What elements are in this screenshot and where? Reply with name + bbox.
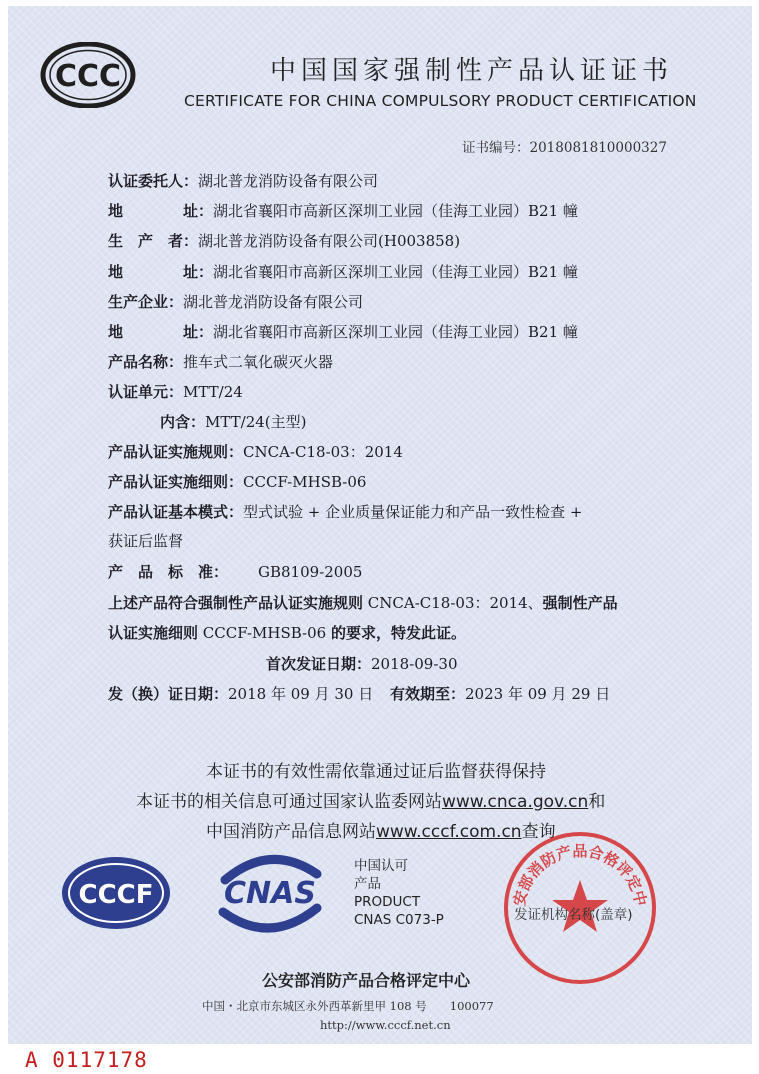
certificate-title-cn: 中国国家强制性产品认证证书 — [270, 56, 674, 86]
factory-label: 生产企业： — [108, 293, 184, 311]
cert-no-value: 2018081810000327 — [529, 140, 667, 156]
detail-row — [108, 471, 366, 492]
certificate-number — [462, 136, 667, 156]
applicant-value: 湖北普龙消防设备有限公司 — [198, 172, 379, 190]
cccf-logo — [60, 855, 172, 935]
seal-label: 发证机构名称(盖章) — [514, 907, 633, 923]
ccc-logo-text: CCC — [54, 59, 122, 94]
applicant-label: 认证委托人： — [108, 172, 199, 190]
contains-row — [160, 411, 307, 432]
mode-label: 产品认证基本模式： — [108, 503, 244, 521]
contains-label: 内含： — [160, 413, 206, 431]
first-issue-row — [266, 653, 458, 674]
address-label-1: 地 址： — [108, 202, 213, 220]
first-issue-value: 2018-09-30 — [371, 655, 458, 673]
unit-label: 认证单元： — [108, 383, 184, 401]
unit-value: MTT/24 — [183, 383, 243, 401]
standard-value: GB8109-2005 — [258, 563, 363, 581]
manufacturer-row — [108, 230, 460, 251]
factory-row — [108, 291, 363, 312]
unit-row — [108, 381, 243, 402]
cnas-logo-text: CNAS — [224, 876, 316, 911]
mode-row-2 — [108, 530, 183, 551]
accreditation-text: 中国认可 产品 PRODUCT CNAS C073-P — [354, 858, 444, 928]
address-value-1: 湖北省襄阳市高新区深圳工业园（佳海工业园）B21 幢 — [213, 202, 578, 220]
detail-label: 产品认证实施细则： — [108, 473, 244, 491]
rule-row — [108, 441, 403, 462]
issue-date-value: 2018 年 09 月 30 日 — [228, 685, 374, 703]
standard-label: 产 品 标 准： — [108, 563, 229, 581]
detail-value: CCCF-MHSB-06 — [243, 473, 367, 491]
ccc-logo — [40, 42, 136, 112]
mode-value-line1: 型式试验 + 企业质量保证能力和产品一致性检查 + — [243, 503, 583, 521]
issuing-org: 公安部消防产品合格评定中心 — [262, 971, 471, 990]
address-row-3 — [108, 321, 578, 342]
cnca-link[interactable]: www.cnca.gov.cn — [442, 792, 589, 812]
address-label-2: 地 址： — [108, 263, 213, 281]
cert-no-label: 证书编号： — [462, 140, 530, 156]
address-value-2: 湖北省襄阳市高新区深圳工业园（佳海工业园）B21 幢 — [213, 263, 578, 281]
factory-value: 湖北普龙消防设备有限公司 — [183, 293, 364, 311]
rule-label: 产品认证实施规则： — [108, 443, 244, 461]
expiry-value: 2023 年 09 月 29 日 — [465, 685, 611, 703]
org-address: 中国・北京市东城区永外西革新里甲 108 号 100077 — [202, 999, 494, 1013]
seal-ring-text: 安部消防产品合格评定中 — [510, 842, 650, 908]
first-issue-label: 首次发证日期： — [266, 655, 372, 673]
product-row — [108, 351, 333, 372]
cnas-logo — [205, 850, 335, 940]
address-label-3: 地 址： — [108, 323, 213, 341]
product-value: 推车式二氧化碳灭火器 — [183, 353, 334, 371]
cnca-note: 本证书的相关信息可通过国家认监委网站www.cnca.gov.cn和 — [136, 792, 606, 812]
address-row-2 — [108, 261, 578, 282]
statement-line-1: 上述产品符合强制性产品认证实施规则 CNCA-C18-03：2014、强制性产品 — [108, 594, 618, 612]
mode-value-line2: 获证后监督 — [108, 532, 184, 550]
address-value-3: 湖北省襄阳市高新区深圳工业园（佳海工业园）B21 幢 — [213, 323, 578, 341]
cccf-link[interactable]: www.cccf.com.cn — [376, 822, 522, 842]
issue-date-label: 发（换）证日期： — [108, 685, 229, 703]
statement-line-2: 认证实施细则 CCCF-MHSB-06 的要求，特发此证。 — [108, 624, 466, 642]
rule-value: CNCA-C18-03：2014 — [243, 443, 403, 461]
serial-number: A 0117178 — [25, 1048, 148, 1072]
org-url[interactable]: http://www.cccf.net.cn — [320, 1018, 451, 1032]
cccf-note: 中国消防产品信息网站www.cccf.com.cn查询 — [206, 822, 556, 842]
applicant-row — [108, 170, 378, 191]
manufacturer-value: 湖北普龙消防设备有限公司(H003858) — [198, 232, 461, 250]
address-row-1 — [108, 200, 578, 221]
mode-row — [108, 501, 582, 522]
product-label: 产品名称： — [108, 353, 184, 371]
standard-row — [108, 561, 362, 582]
expiry-label: 有效期至： — [390, 685, 466, 703]
cccf-logo-text: CCCF — [78, 880, 154, 910]
contains-value: MTT/24(主型) — [205, 413, 307, 431]
certificate-title-en: CERTIFICATE FOR CHINA COMPULSORY PRODUCT CERTIFICATION — [184, 92, 697, 110]
issue-date-row — [108, 683, 610, 704]
validity-note: 本证书的有效性需依靠通过证后监督获得保持 — [206, 762, 546, 782]
manufacturer-label: 生 产 者： — [108, 232, 199, 250]
